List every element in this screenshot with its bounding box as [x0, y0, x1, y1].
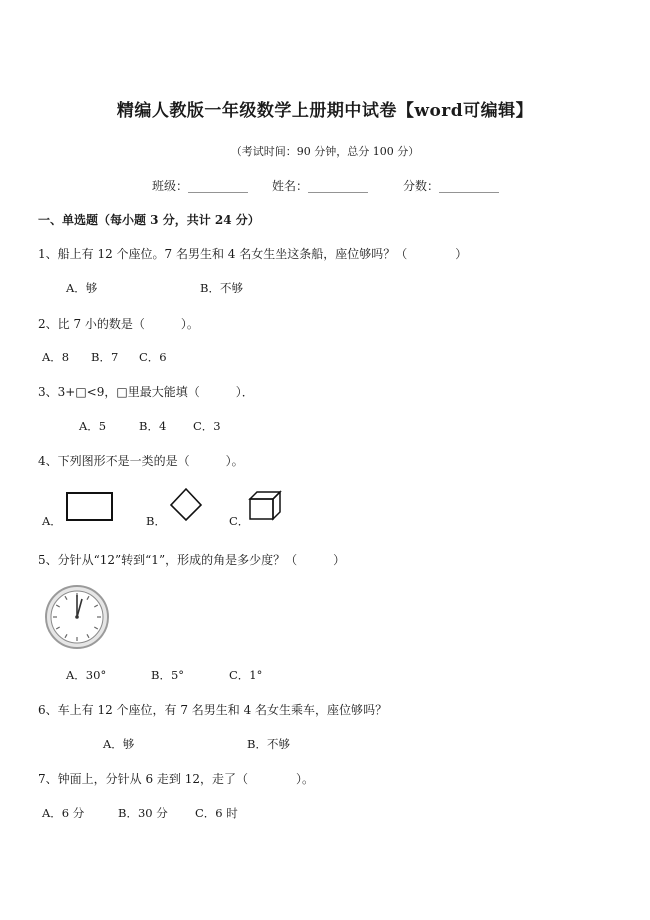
question-2-option-b: B．7: [91, 350, 119, 364]
question-5-option-c: C．1°: [229, 668, 263, 682]
question-3-option-b: B．4: [139, 419, 167, 433]
question-3-option-a: A．5: [79, 419, 107, 433]
clock-icon: [44, 584, 110, 650]
question-5-option-b: B．5°: [151, 668, 185, 682]
question-6: 6、车上有 12 个座位，有 7 名男生和 4 名女生乘车，座位够吗？: [38, 703, 388, 717]
cube-shape-icon: [248, 490, 284, 522]
question-7-option-a: A．6 分: [42, 806, 85, 820]
page-title: 精编人教版一年级数学上册期中试卷【word可编辑】: [116, 101, 534, 121]
exam-subtitle: （考试时间：90 分钟，总分 100 分）: [230, 145, 420, 158]
question-1: 1、船上有 12 个座位。7 名男生和 4 名女生坐这条船，座位够吗？（ ）: [38, 247, 468, 261]
question-5-option-a: A．30°: [66, 668, 107, 682]
question-1-option-a: A．够: [66, 281, 98, 295]
question-1-option-b: B．不够: [200, 281, 243, 295]
question-4: 4、下列图形不是一类的是（ ）。: [38, 454, 244, 468]
diamond-shape-icon: [169, 488, 203, 522]
question-4-option-c: C．: [229, 514, 250, 528]
question-7-option-b: B．30 分: [118, 806, 168, 820]
question-6-option-b: B．不够: [247, 737, 290, 751]
question-2-option-c: C．6: [139, 350, 167, 364]
class-field: 班级：__________: [152, 179, 249, 193]
question-3: 3、3+□<9，□里最大能填（ ）．: [38, 385, 254, 399]
score-field: 分数：__________: [403, 179, 500, 193]
name-field: 姓名：__________: [272, 179, 369, 193]
question-6-option-a: A．够: [103, 737, 135, 751]
question-3-option-c: C．3: [193, 419, 221, 433]
question-2-option-a: A．8: [42, 350, 70, 364]
section-heading: 一、单选题（每小题 3 分，共计 24 分）: [38, 213, 260, 227]
question-4-option-a: A．: [42, 514, 62, 528]
question-4-option-b: B．: [146, 514, 166, 528]
question-7: 7、钟面上，分针从 6 走到 12，走了（ ）。: [38, 772, 314, 786]
question-7-option-c: C．6 时: [195, 806, 238, 820]
question-5: 5、分针从“12”转到“1”，形成的角是多少度？（ ）: [38, 553, 346, 567]
question-2: 2、比 7 小的数是（ ）。: [38, 317, 199, 331]
rectangle-shape-icon: [66, 492, 114, 522]
